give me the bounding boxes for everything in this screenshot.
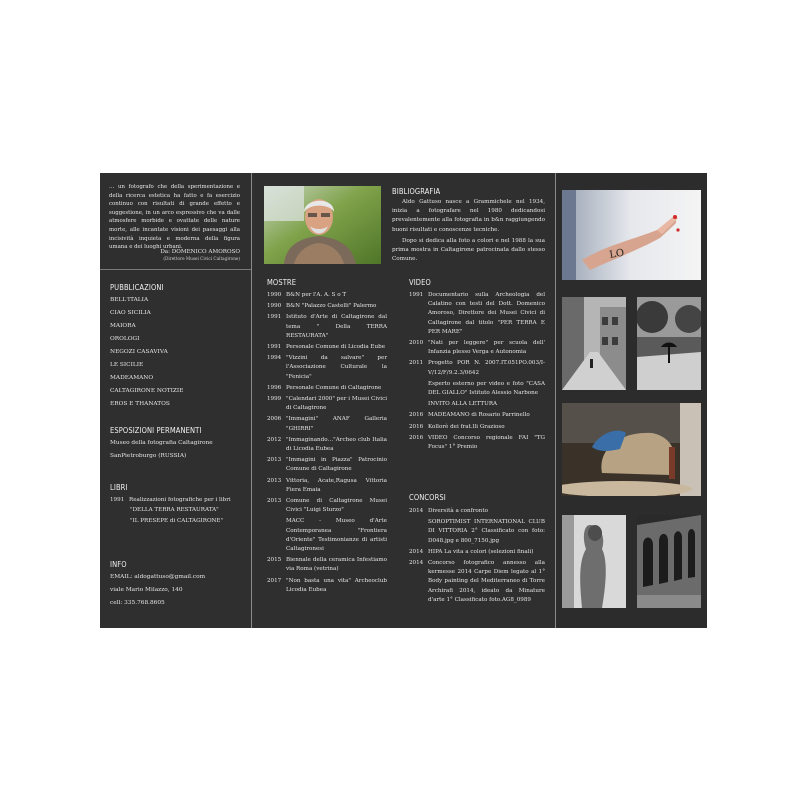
mostre-item: 1994 "Vizzini da salvare" per l'Associazione Culturale la "Fenicia" xyxy=(267,355,387,380)
mostre-item: 1991 Personale Comune di Licodia Eube xyxy=(267,344,386,351)
mostre-heading: MOSTRE xyxy=(267,278,297,287)
libri-book: "IL PRESEPE di CALTAGIRONE" xyxy=(130,518,224,525)
bibliografia-paragraph: Dopo si dedica alla foto a colori e nel 1988 la sua prima mostra in Caltagirone patrocinata dallo stesso Comune. xyxy=(392,238,545,263)
mostre-item: 2013 Vittoria, Acate,Ragusa Vittoria Fiera Emaia xyxy=(267,477,387,493)
list-item: CALTAGIRONE NOTIZIE xyxy=(110,388,184,394)
street-photo xyxy=(562,297,626,390)
libri-entry xyxy=(110,496,245,527)
info-cell: cell: 335.768.8605 xyxy=(110,600,165,606)
bibliografia-paragraph: Aldo Gattuso nasce a Grammichele nel 1934, inizia a fotografare nel 1980 dedicandosi prevalentemente alla fotografia in b&n raggiungendo buoni risultati e conoscenze tecniche. xyxy=(392,199,545,233)
quote-author-role: (Direttore Musei Civici Caltagirone) xyxy=(163,256,240,261)
list-item: NEGOZI CASAVIVA xyxy=(110,349,168,355)
figure-photo xyxy=(562,515,626,608)
arcade-photo xyxy=(637,515,701,608)
brochure xyxy=(100,173,707,628)
portrait-photo xyxy=(264,186,381,264)
video-item: 2016 MADEAMANO di Rosario Parrinello xyxy=(409,412,530,419)
center-panel xyxy=(252,173,555,628)
list-item: BELL'ITALIA xyxy=(110,297,149,303)
concorsi-item: SOROPTIMIST INTERNATIONAL CLUB DI VITTORIA 2° Classificato con foto: D048.jpg e 800_7150.jpg xyxy=(428,519,545,544)
list-item: EROS E THANATOS xyxy=(110,401,170,407)
concorsi-item: 2014 HIPA La vita a colori (selezioni finali) xyxy=(409,548,534,555)
list-item: CIAO SICILIA xyxy=(110,310,151,316)
video-item: 2016 Kollorè dei frat.lli Grazioso xyxy=(409,423,505,430)
pubblicazioni-list xyxy=(110,294,245,411)
rain-photo xyxy=(637,297,701,390)
libri-heading: LIBRI xyxy=(110,483,128,492)
photo-panel xyxy=(556,173,707,628)
hand-photo xyxy=(562,190,701,280)
mostre-item: 2017 "Non basta una vita" Archeoclub Licodia Eubea xyxy=(267,577,387,593)
divider xyxy=(100,269,251,270)
quote-text: … un fotografo che della sperimentazione e della ricerca estetica ha fatto e fa esercizio continuo con risultati di grande effetto e suggestione, in un arco espressivo che va dalle atmosfere morbide e ovattate delle nature morte, alle incantate visioni dei paesaggi alla incisività inquieta e moderna della figura umana e dei luoghi urbani. xyxy=(109,184,240,251)
video-item: 2011 Progetto POR N. 2007.IT.051PO.003/I-V/12/F/9.2.3/0642 xyxy=(409,360,545,376)
mostre-item: 1991 Istituto d'Arte di Caltagirone dal tema " Della TERRA RESTAURATA" xyxy=(267,314,387,339)
libri-year: 1991 xyxy=(110,497,125,503)
portrait-image xyxy=(264,186,381,264)
libri-text: Realizzazioni fotografiche per i libri xyxy=(129,497,231,503)
video-item: 2016 VIDEO Concorso regionale FAI "TG Focus" 1° Premio xyxy=(409,434,545,451)
info-email: EMAIL: aldogattuso@gmail.com xyxy=(110,574,206,580)
sculpture-photo xyxy=(562,403,701,496)
info-list xyxy=(110,571,245,610)
concorsi-list xyxy=(409,507,545,607)
info-heading: INFO xyxy=(110,560,127,569)
left-panel xyxy=(100,173,251,628)
quote-author: Da: DOMENICO AMOROSO xyxy=(160,249,240,255)
libri-book: "DELLA TERRA RESTAURATA" xyxy=(130,507,219,514)
concorsi-item: 2014 Concorso fotografico annesso alla kermesse 2014 Carpe Diem legato al 1° Body painting del Mediterraneo di Torre Archirafi 2014, ideato da Minature d'arte 1° Classificato foto.AG8_0989 xyxy=(409,560,545,603)
video-item: INVITO ALLA LETTURA xyxy=(428,401,498,408)
mostre-item: 1996 Personale Comune di Caltagirone xyxy=(267,384,382,391)
esposizioni-heading: ESPOSIZIONI PERMANENTI xyxy=(110,426,202,435)
video-heading: VIDEO xyxy=(409,278,431,287)
list-item: LE SICILIE xyxy=(110,362,144,368)
mostre-item: 2013 "Immagini in Piazza" Patrocinio Comune di Caltagirone xyxy=(267,457,387,473)
mostre-list xyxy=(267,291,387,597)
mostre-item: 2012 "Immaginando…"Archeo club Italia di Licodia Eubea xyxy=(267,436,387,453)
video-item: Esperto esterno per video e foto "CASA DEL GIALLO" Istituto Alessio Narbone xyxy=(428,380,545,397)
list-item: MADEAMANO xyxy=(110,375,154,381)
list-item: SanPietroburgo (RUSSIA) xyxy=(110,453,187,459)
mostre-item: 2015 Biennale della ceramica Infestiamo via Roma (vetrina) xyxy=(267,557,387,573)
video-item: 1991 Documentario sulla Archeologia del Calatino con testi del Dott. Domenico Amoroso, Direttore dei Musei Civici di Caltagirone dal titolo "PER TERRA E PER MARE" xyxy=(409,292,545,335)
mostre-item: MACC - Museo d'Arte Contemporanea "Frontiera d'Oriente" Testimonianze di artisti Caltagironesi xyxy=(286,518,387,553)
mostre-item: 1999 "Calendari 2000" per i Musei Civici di Caltagirone xyxy=(267,396,387,412)
mostre-item: 1990 B&N "Palazzo Castelli" Palermo xyxy=(267,303,377,310)
list-item: Museo della fotografia Caltagirone xyxy=(110,440,213,446)
list-item: MAIORA xyxy=(110,323,136,329)
info-address: viale Mario Milazzo, 140 xyxy=(110,587,183,593)
esposizioni-list xyxy=(110,437,245,463)
concorsi-heading: CONCORSI xyxy=(409,493,446,502)
video-item: 2010 "Nati per leggere" per scuola dell' Infanzia plesso Verga e Autonomia xyxy=(409,340,545,356)
list-item: OROLOGI xyxy=(110,336,140,342)
video-list xyxy=(409,291,545,454)
mostre-item: 2013 Comune di Caltagirone Musei Civici "Luigi Sturzo" xyxy=(267,498,387,514)
svg-text:LO: LO xyxy=(608,247,626,261)
pubblicazioni-heading: PUBBLICAZIONI xyxy=(110,283,164,292)
mostre-item: 1990 B&N per l'A. A. S o T xyxy=(267,292,347,298)
concorsi-item: 2014 Diversità a confronto xyxy=(409,508,488,514)
bibliografia-heading: BIBLIOGRAFIA xyxy=(392,187,441,196)
mostre-item: 2006 "Immagini" ANAF Galleria "GHIRRI" xyxy=(267,416,387,432)
